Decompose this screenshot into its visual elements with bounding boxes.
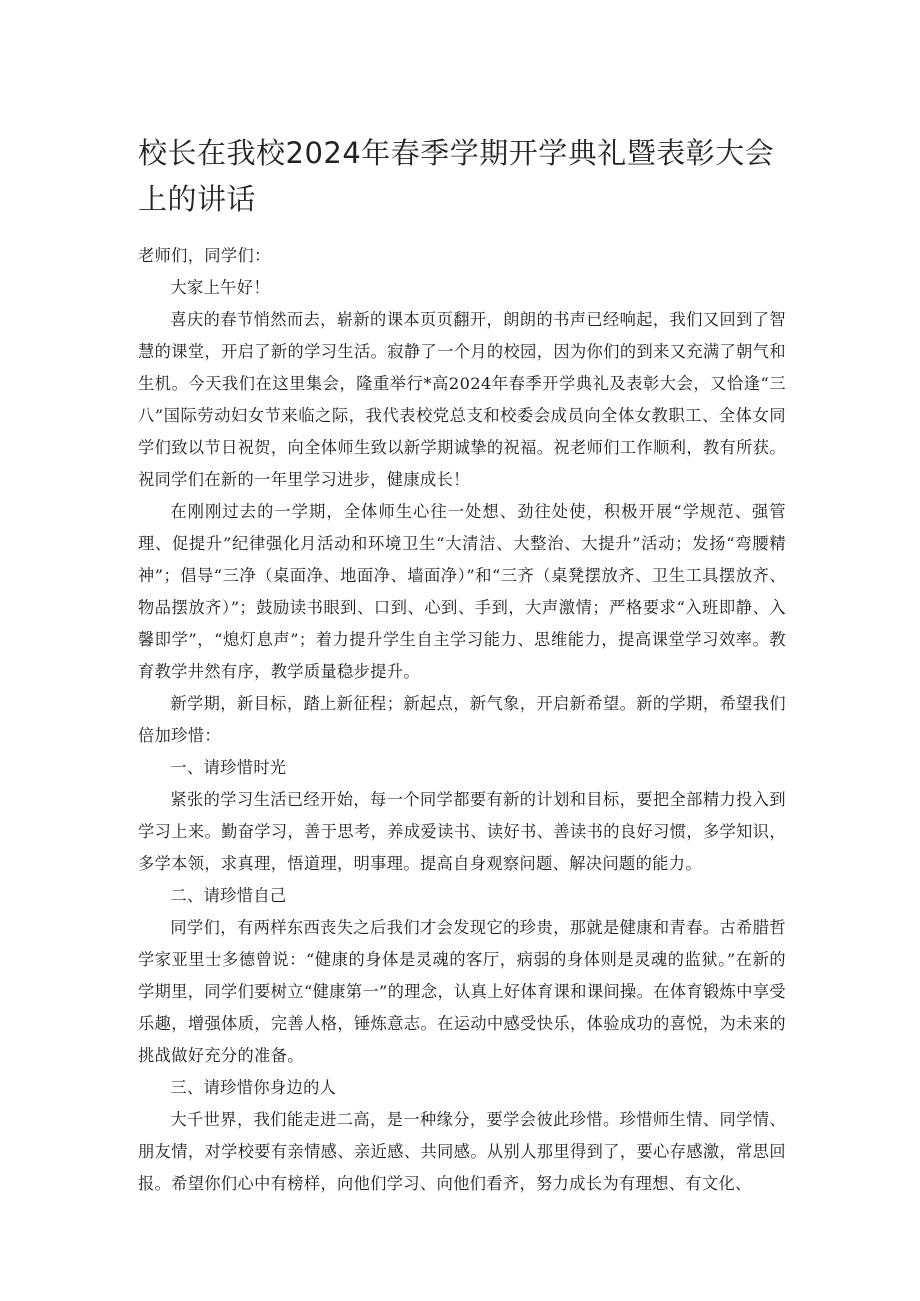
section-heading-self: 二、请珍惜自己 <box>170 886 287 905</box>
section-heading-time: 一、请珍惜时光 <box>170 758 287 777</box>
paragraph-review: 在刚刚过去的一学期，全体师生心往一处想、劲往处使，积极开展“学规范、强管理、促提升”纪律强化月活动和环境卫生“大清洁、大整治、大提升”活动；发扬“弯腰精神”；倡导“三净（桌面净、地面净、墙面净）”和“三齐（桌凳摆放齐、卫生工具摆放齐、物品摆放齐）”；鼓励读书眼到、口到、心到、手到，大声激情；严格要求“入班即静、入馨即学”，“熄灯息声”；着力提升学生自主学习能力、思维能力，提高课堂学习效率。教育教学井然有序，教学质量稳步提升。 <box>138 502 786 681</box>
greeting: 大家上午好！ <box>170 278 270 297</box>
section-text-people: 大千世界，我们能走进二高，是一种缘分，要学会彼此珍惜。珍惜师生情、同学情、朋友情，对学校要有亲情感、亲近感、共同感。从别人那里得到了，要心存感激，常思回报。希望你们心中有榜样，向他们学习、向他们看齐，努力成长为有理想、有文化、 <box>138 1110 786 1193</box>
section-heading-people: 三、请珍惜你身边的人 <box>170 1078 337 1097</box>
document-title: 校长在我校2024年春季学期开学典礼暨表彰大会上的讲话 <box>138 136 775 216</box>
document-body <box>138 240 786 1200</box>
paragraph-opening: 喜庆的春节悄然而去，崭新的课本页页翻开，朗朗的书声已经响起，我们又回到了智慧的课堂，开启了新的学习生活。寂静了一个月的校园，因为你们的到来又充满了朝气和生机。今天我们在这里集会，隆重举行*高2024年春季开学典礼及表彰大会，又恰逢“三八”国际劳动妇女节来临之际，我代表校党总支和校委会成员向全体女教职工、全体女同学们致以节日祝贺，向全体师生致以新学期诚挚的祝福。祝老师们工作顺利，教有所获。祝同学们在新的一年里学习进步，健康成长！ <box>138 310 786 489</box>
section-text-time: 紧张的学习生活已经开始，每一个同学都要有新的计划和目标，要把全部精力投入到学习上来。勤奋学习，善于思考，养成爱读书、读好书、善读书的良好习惯，多学知识，多学本领，求真理，悟道理，明事理。提高自身观察问题、解决问题的能力。 <box>138 790 786 873</box>
section-text-self: 同学们，有两样东西丧失之后我们才会发现它的珍贵，那就是健康和青春。古希腊哲学家亚里士多德曾说：“健康的身体是灵魂的客厅，病弱的身体则是灵魂的监狱。”在新的学期里，同学们要树立“健康第一”的理念，认真上好体育课和课间操。在体育锻炼中享受乐趣，增强体质，完善人格，锤炼意志。在运动中感受快乐，体验成功的喜悦，为未来的挑战做好充分的准备。 <box>138 918 786 1065</box>
paragraph-new-term: 新学期，新目标，踏上新征程；新起点，新气象，开启新希望。新的学期，希望我们倍加珍惜： <box>138 694 786 745</box>
salutation: 老师们，同学们： <box>138 246 271 265</box>
